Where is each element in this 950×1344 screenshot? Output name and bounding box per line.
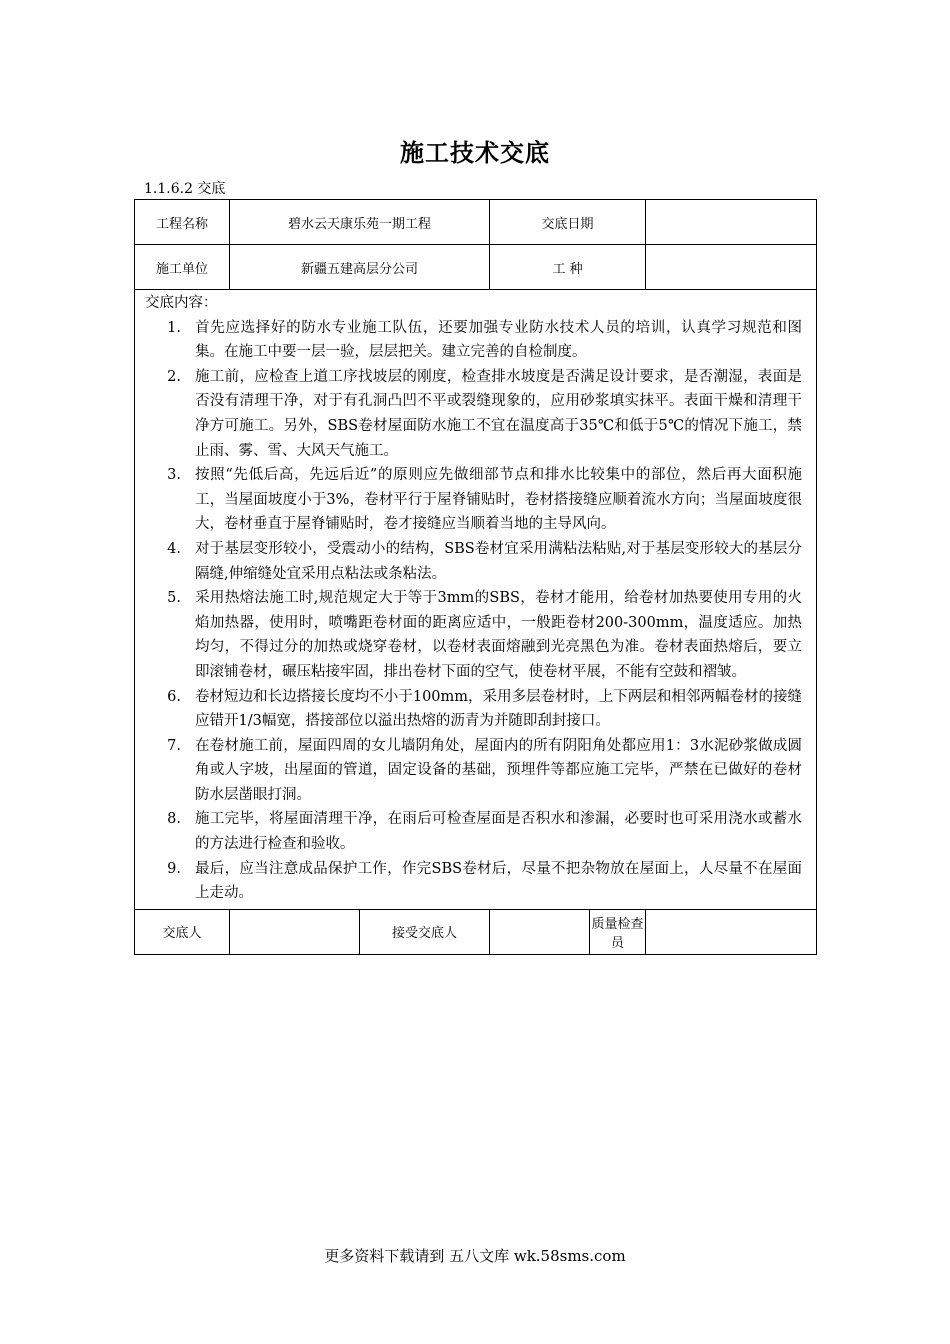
content-cell [135,290,817,910]
content-row [135,290,817,910]
content-label: 交底内容： [145,295,218,311]
signature-row [135,909,817,954]
disclosure-date-value [646,200,817,245]
list-item [145,685,802,734]
document-title: 施工技术交底 [400,139,550,167]
list-item-text: 对于基层变形较小，受震动小的结构，SBS卷材宜采用满粘法粘贴,对于基层变形较大的基层分隔缝,伸缩缝处宜采用点粘法或条粘法。 [195,540,803,582]
construction-unit-value: 新疆五建高层分公司 [230,245,490,290]
list-item [145,734,802,808]
list-item-text: 最后，应当注意成品保护工作，作完SBS卷材后，尽量不把杂物放在屋面上，人尽量不在屋面上走动。 [195,860,803,902]
list-item [145,316,802,365]
trade-label: 工 种 [490,245,646,290]
disclosure-form-table [134,199,817,955]
content-item-list [145,316,802,906]
project-row [135,200,817,245]
unit-row [135,245,817,290]
project-name-value: 碧水云天康乐苑一期工程 [230,200,490,245]
quality-inspector-value [646,909,817,954]
list-item [145,586,802,684]
list-item [145,537,802,586]
list-item-number: 4. [167,540,181,557]
list-item-number: 2. [167,368,181,385]
list-item-number: 1. [167,319,181,336]
list-item-text: 在卷材施工前，屋面四周的女儿墙阴角处，屋面内的所有阴阳角处都应用1：3水泥砂浆做成圆角或人字坡，出屋面的管道，固定设备的基础，预埋件等都应施工完毕，严禁在已做好的卷材防水层凿眼打洞。 [195,737,803,803]
list-item-text: 首先应选择好的防水专业施工队伍，还要加强专业防水技术人员的培训，认真学习规范和图集。在施工中要一层一验，层层把关。建立完善的自检制度。 [195,319,803,361]
list-item-text: 卷材短边和长边搭接长度均不小于100mm，采用多层卷材时，上下两层和相邻两幅卷材的接缝应错开1/3幅宽，搭接部位以溢出热熔的沥青为并随即刮封接口。 [195,688,803,730]
receiver-label: 接受交底人 [360,909,490,954]
list-item-number: 3. [167,467,181,484]
list-item-number: 7. [167,737,181,754]
construction-unit-label: 施工单位 [135,245,230,290]
trade-value [646,245,817,290]
section-number: 1.1.6.2 交底 [144,181,226,197]
list-item [145,365,802,463]
quality-inspector-label: 质量检查员 [590,909,646,954]
list-item [145,807,802,856]
project-name-label: 工程名称 [135,200,230,245]
list-item-number: 8. [167,811,181,828]
list-item-number: 5. [167,590,181,607]
list-item-number: 6. [167,688,181,705]
receiver-value [490,909,590,954]
disclosure-date-label: 交底日期 [490,200,646,245]
list-item-number: 9. [167,860,181,877]
list-item-text: 施工前，应检查上道工序找坡层的刚度，检查排水坡度是否满足设计要求，是否潮湿，表面是否没有清理干净，对于有孔洞凸凹不平或裂缝现象的，应用砂浆填实抹平。表面干燥和清理干净方可施工。另外，SBS卷材屋面防水施工不宜在温度高于35℃和低于5℃的情况下施工，禁止雨、雾、雪、大风天气施工。 [195,368,803,459]
discloser-label: 交底人 [135,909,230,954]
list-item-text: 施工完毕，将屋面清理干净，在雨后可检查屋面是否积水和渗漏，必要时也可采用浇水或蓄水的方法进行检查和验收。 [195,811,803,853]
list-item [145,463,802,537]
list-item [145,857,802,906]
discloser-value [230,909,360,954]
list-item-text: 采用热熔法施工时,规范规定大于等于3mm的SBS，卷材才能用，给卷材加热要使用专用的火焰加热器，使用时，喷嘴距卷材面的距离应适中，一般距卷材200-300mm，温度适应。加热均匀，不得过分的加热或烧穿卷材，以卷材表面熔融到光亮黑色为准。卷材表面热熔后，要立即滚铺卷材，碾压粘接牢固，排出卷材下面的空气，使卷材平展，不能有空鼓和褶皱。 [195,590,803,680]
list-item-text: 按照“先低后高，先远后近”的原则应先做细部节点和排水比较集中的部位，然后再大面积施工，当屋面坡度小于3%，卷材平行于屋脊铺贴时，卷材搭接缝应顺着流水方向；当屋面坡度很大，卷材垂直于屋脊铺贴时，卷才接缝应当顺着当地的主导风向。 [195,467,803,533]
footer-note: 更多资料下载请到 五八文库 wk.58sms.com [324,1247,626,1265]
